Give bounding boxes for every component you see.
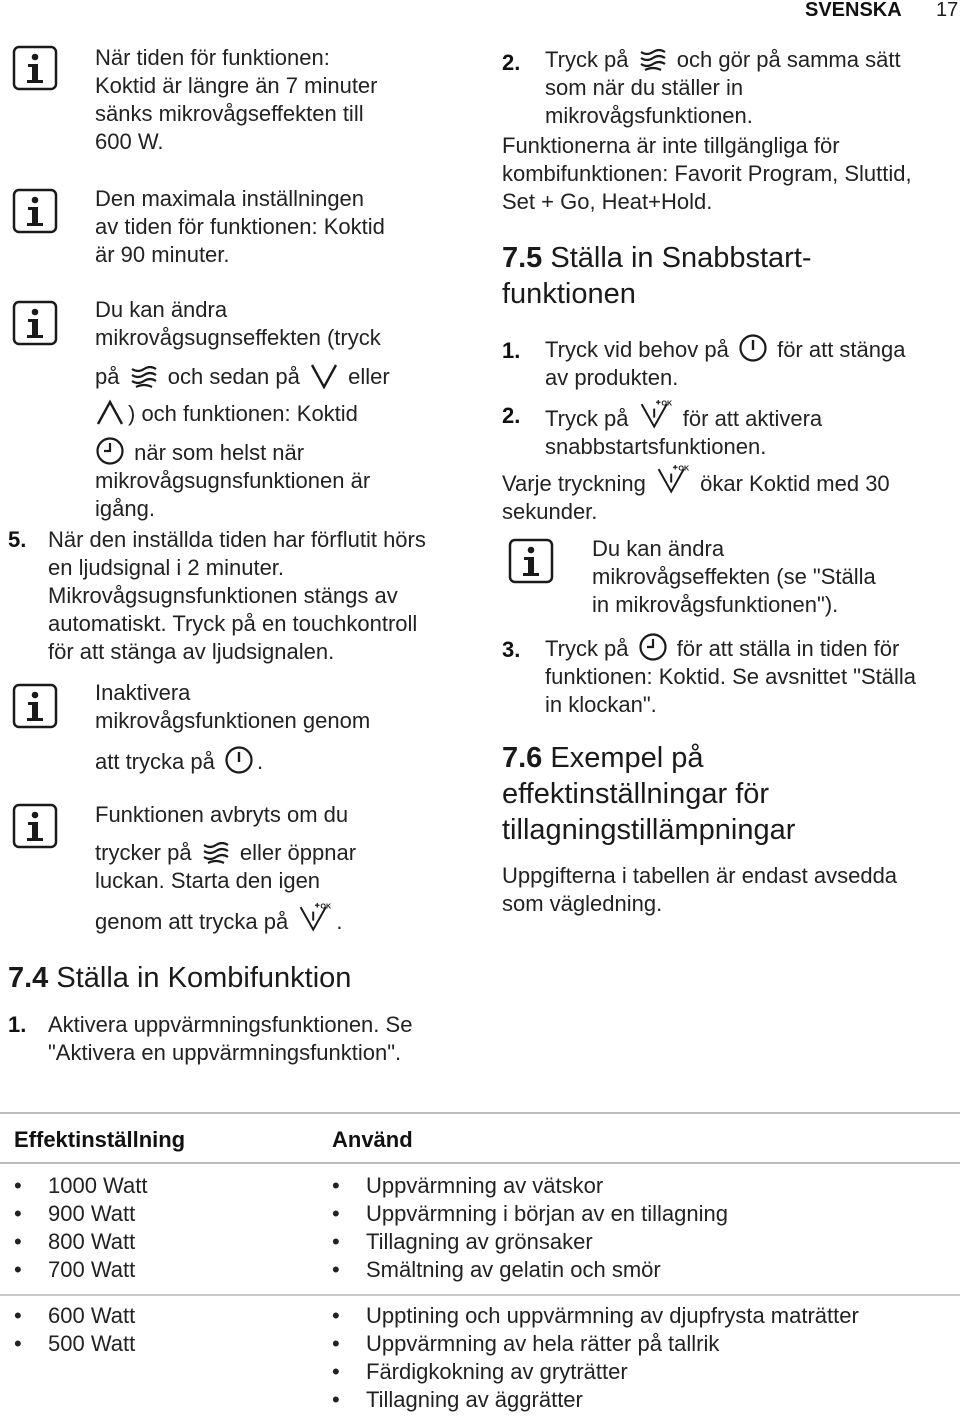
list-item: • Uppvärmning i början av en tillagning bbox=[366, 1200, 728, 1228]
note-change-microwave-power: Du kan ändra mikrovågseffekten (se "Ställa in mikrovågsfunktionen"). bbox=[592, 536, 876, 617]
table-group-1-use bbox=[366, 1172, 728, 1284]
microwave-icon bbox=[129, 366, 159, 390]
each-press-paragraph: Varje tryckning ökar Koktid med 30 sekunder. bbox=[502, 463, 890, 526]
info-icon bbox=[12, 45, 58, 91]
list-item: • Uppvärmning av vätskor bbox=[366, 1172, 728, 1200]
table-group-2-power bbox=[48, 1302, 135, 1358]
info-icon bbox=[12, 300, 58, 346]
table-group-2-use bbox=[366, 1302, 859, 1414]
step-2-text: Tryck på och gör på samma sätt som när du ställer in mikrovågsfunktionen. bbox=[545, 47, 901, 128]
list-item: • 800 Watt bbox=[48, 1228, 147, 1256]
header-language: SVENSKA bbox=[805, 0, 902, 21]
step-number: 3. bbox=[502, 637, 521, 662]
page-number: 17 bbox=[936, 0, 959, 21]
s75-step-1-text: Tryck vid behov på för att stänga av produkten. bbox=[545, 333, 906, 392]
list-item: • 700 Watt bbox=[48, 1256, 147, 1284]
note-interrupt: Funktionen avbryts om du trycker på eller öppnar luckan. Starta den igen genom att trycka på . bbox=[95, 802, 357, 934]
quick-start-icon bbox=[297, 901, 333, 933]
step-number: 2. bbox=[502, 403, 521, 428]
step-number: 1. bbox=[502, 338, 521, 363]
table-intro-paragraph: Uppgifterna i tabellen är endast avsedda som vägledning. bbox=[502, 863, 898, 916]
chevron-up-icon bbox=[95, 399, 125, 427]
list-item: • 500 Watt bbox=[48, 1330, 135, 1358]
s75-step-2-text: Tryck på för att aktivera snabbstartsfunktionen. bbox=[545, 398, 822, 461]
clock-icon bbox=[638, 632, 668, 662]
note-deactivate: Inaktivera mikrovågsfunktionen genom att trycka på . bbox=[95, 680, 371, 774]
step-number: 2. bbox=[502, 50, 521, 75]
chevron-down-icon bbox=[309, 362, 339, 390]
table-row-divider bbox=[0, 1294, 960, 1296]
info-icon bbox=[12, 803, 58, 849]
section-7-4-heading: 7.4 Ställa in Kombifunktion bbox=[8, 962, 352, 994]
note-cook-time-over-7: När tiden för funktionen: Koktid är längre än 7 minuter sänks mikrovågseffekten till 600 W. bbox=[95, 45, 378, 154]
info-icon bbox=[12, 188, 58, 234]
list-item: • Färdigkokning av gryträtter bbox=[366, 1358, 859, 1386]
step-number: 5. bbox=[8, 527, 27, 552]
info-icon bbox=[12, 683, 58, 729]
step-number: 1. bbox=[8, 1012, 27, 1037]
step-1-text: Aktivera uppvärmningsfunktionen. Se "Aktivera en uppvärmningsfunktion". bbox=[48, 1012, 413, 1065]
microwave-icon bbox=[638, 49, 668, 73]
section-7-5-heading: 7.5 Ställa in Snabbstart- funktionen bbox=[502, 242, 812, 310]
table-header-use: Använd bbox=[332, 1127, 413, 1152]
quick-start-icon bbox=[638, 398, 674, 430]
info-icon bbox=[508, 538, 554, 584]
note-max-time: Den maximala inställningen av tiden för funktionen: Koktid är 90 minuter. bbox=[95, 186, 385, 267]
power-icon bbox=[224, 745, 254, 775]
table-top-border bbox=[0, 1112, 960, 1114]
microwave-icon bbox=[201, 842, 231, 866]
list-item: • Smältning av gelatin och smör bbox=[366, 1256, 728, 1284]
list-item: • 900 Watt bbox=[48, 1200, 147, 1228]
power-icon bbox=[738, 333, 768, 363]
note-change-power: Du kan ändra mikrovågsugnseffekten (tryck på och sedan på eller ) och funktionen: Koktid när som helst när mikrovågsugnsfunktionen är igång. bbox=[95, 297, 390, 521]
list-item: • Uppvärmning av hela rätter på tallrik bbox=[366, 1330, 859, 1358]
step-5-text: När den inställda tiden har förflutit hörs en ljudsignal i 2 minuter. Mikrovågsugnsfunktionen stängs av automatiskt. Tryck på en touchkontroll för att stänga av ljudsignalen. bbox=[48, 527, 426, 664]
table-header-border bbox=[0, 1162, 960, 1164]
section-7-6-heading: 7.6 Exempel på effektinställningar för tillagningstillämpningar bbox=[502, 742, 796, 846]
table-header-power: Effektinställning bbox=[14, 1127, 186, 1152]
list-item: • Upptining och uppvärmning av djupfrysta maträtter bbox=[366, 1302, 859, 1330]
list-item: • Tillagning av grönsaker bbox=[366, 1228, 728, 1256]
not-available-paragraph: Funktionerna är inte tillgängliga för kombifunktionen: Favorit Program, Sluttid, Set + Go, Heat+Hold. bbox=[502, 133, 912, 214]
quick-start-icon bbox=[655, 463, 691, 495]
table-group-1-power bbox=[48, 1172, 147, 1284]
clock-icon bbox=[95, 436, 125, 466]
s75-step-3-text: Tryck på för att ställa in tiden för funktionen: Koktid. Se avsnittet "Ställa in klockan". bbox=[545, 632, 916, 719]
list-item: • 1000 Watt bbox=[48, 1172, 147, 1200]
list-item: • 600 Watt bbox=[48, 1302, 135, 1330]
list-item: • Tillagning av äggrätter bbox=[366, 1386, 859, 1414]
